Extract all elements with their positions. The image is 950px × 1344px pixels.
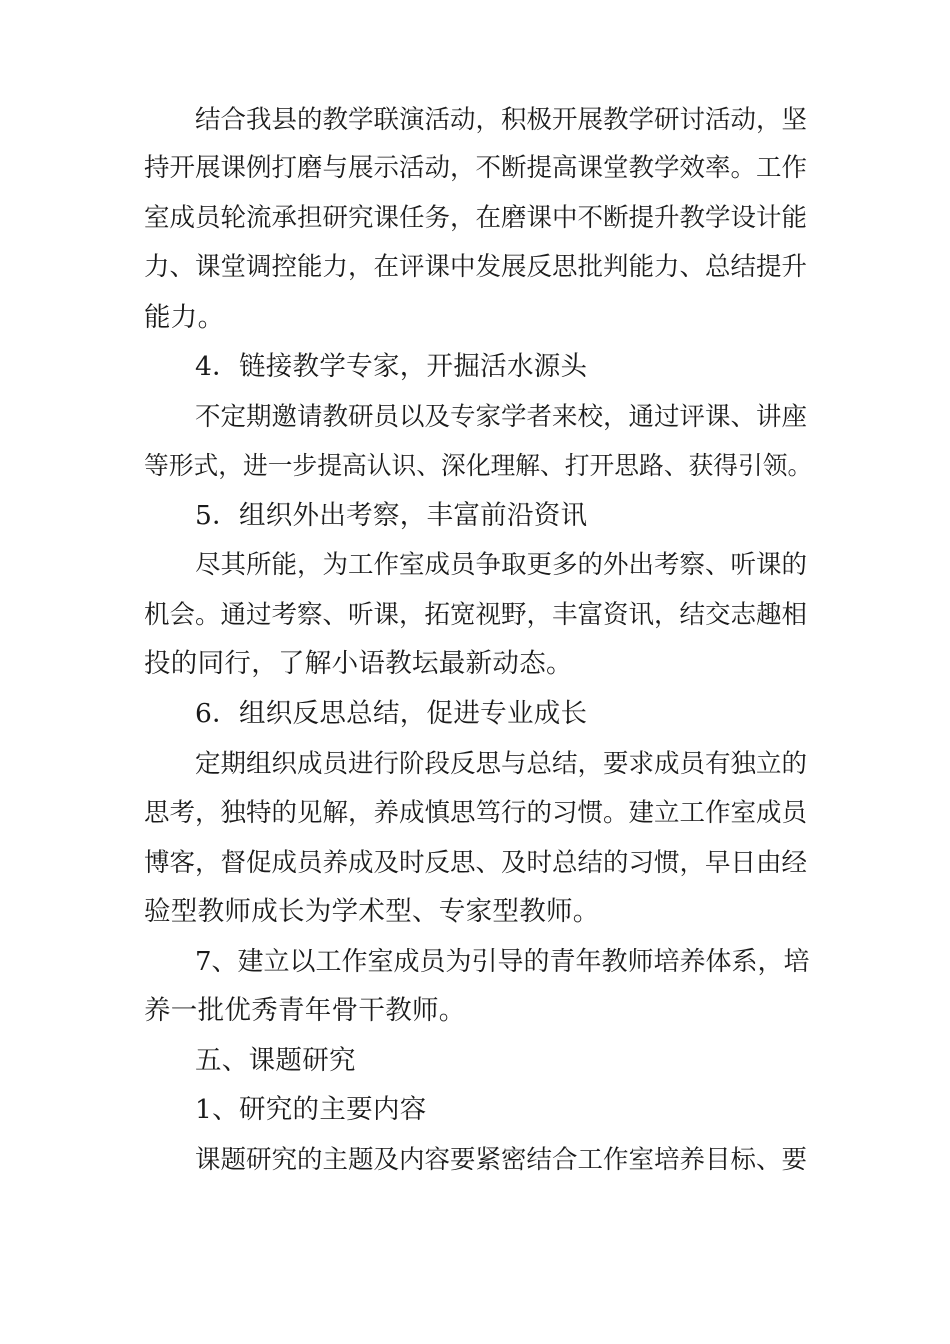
- paragraph-line: 尽其所能，为工作室成员争取更多的外出考察、听课的: [195, 550, 808, 580]
- paragraph-line: 能力。: [144, 302, 225, 333]
- paragraph-line: 课题研究的主题及内容要紧密结合工作室培养目标、要: [195, 1145, 808, 1175]
- paragraph-line: 投的同行，了解小语教坛最新动态。: [144, 648, 573, 679]
- section-heading: 五、课题研究: [195, 1045, 356, 1076]
- paragraph-line: 验型教师成长为学术型、专家型教师。: [144, 896, 600, 927]
- paragraph-line: 力、课堂调控能力，在评课中发展反思批判能力、总结提升: [144, 252, 808, 282]
- paragraph-line: 室成员轮流承担研究课任务，在磨课中不断提升教学设计能: [144, 203, 808, 233]
- paragraph-line: 不定期邀请教研员以及专家学者来校，通过评课、讲座: [195, 402, 808, 432]
- paragraph-line: 7、建立以工作室成员为引导的青年教师培养体系，培: [195, 947, 810, 977]
- paragraph-line: 博客，督促成员养成及时反思、及时总结的习惯，早日由经: [144, 848, 808, 878]
- paragraph-line: 定期组织成员进行阶段反思与总结，要求成员有独立的: [195, 749, 808, 779]
- paragraph-line: 养一批优秀青年骨干教师。: [144, 995, 466, 1026]
- paragraph-line: 结合我县的教学联演活动，积极开展教学研讨活动，坚: [195, 105, 808, 135]
- paragraph-line: 机会。通过考察、听课，拓宽视野，丰富资讯，结交志趣相: [144, 600, 808, 630]
- section-heading: 5．组织外出考察，丰富前沿资讯: [195, 500, 588, 531]
- paragraph-line: 思考，独特的见解，养成慎思笃行的习惯。建立工作室成员: [144, 798, 808, 828]
- section-heading: 6．组织反思总结，促进专业成长: [195, 698, 588, 729]
- subsection-heading: 1、研究的主要内容: [195, 1094, 427, 1125]
- section-heading: 4．链接教学专家，开掘活水源头: [195, 351, 588, 382]
- paragraph-line: 持开展课例打磨与展示活动，不断提高课堂教学效率。工作: [144, 153, 808, 183]
- paragraph-line: 等形式，进一步提高认识、深化理解、打开思路、获得引领。: [144, 451, 813, 480]
